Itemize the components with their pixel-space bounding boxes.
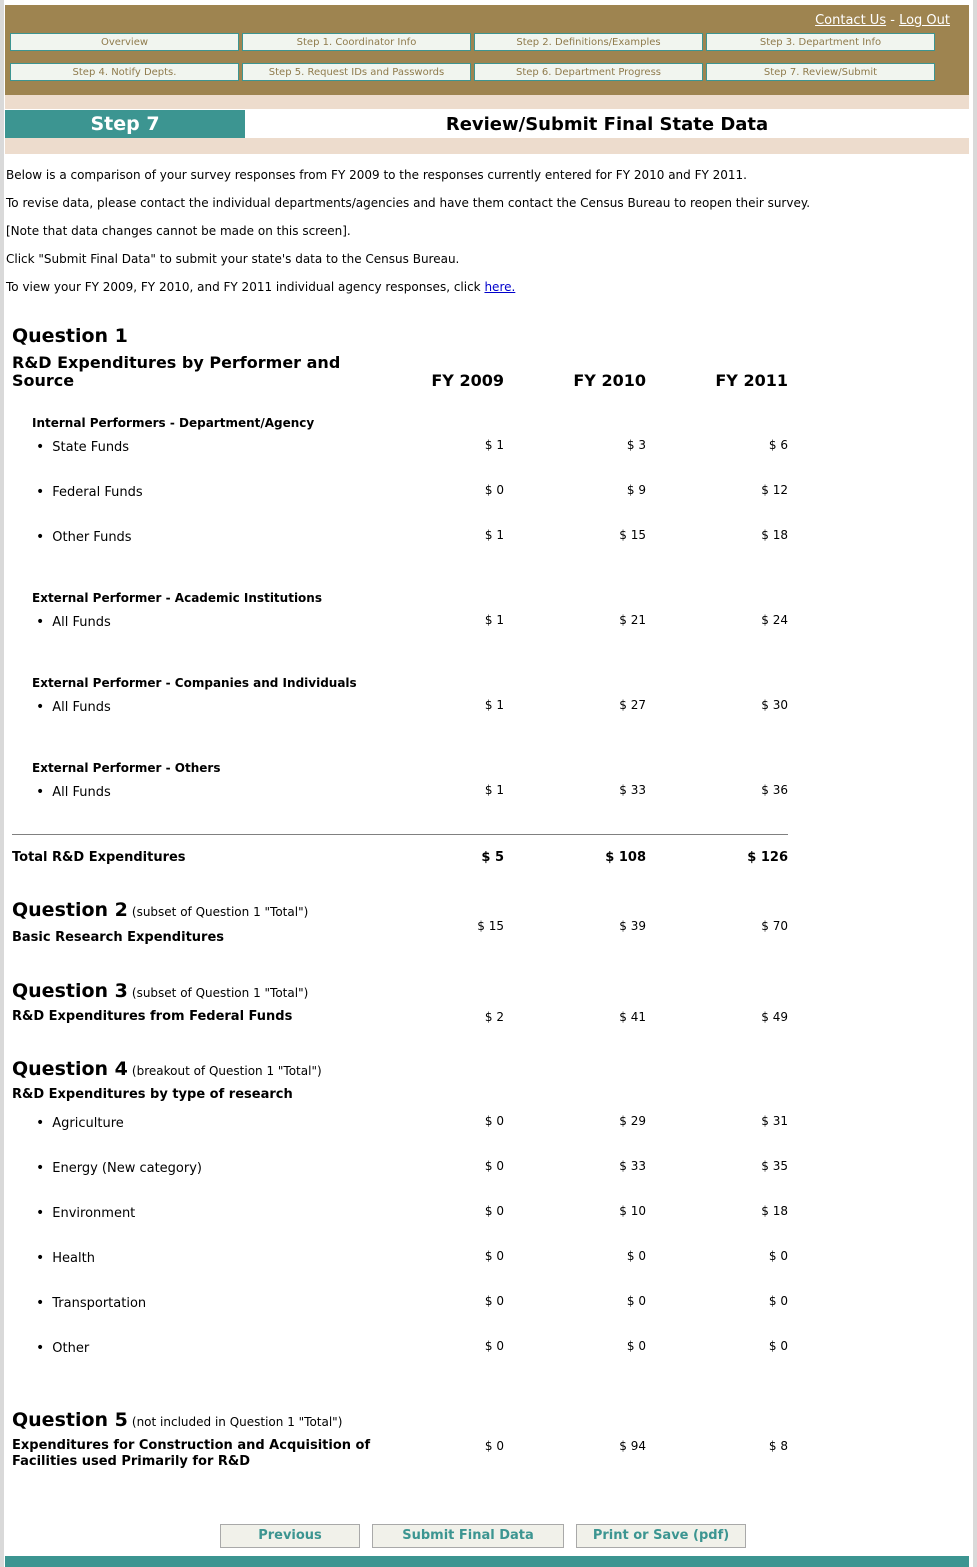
total-value: $ 126 <box>747 850 788 865</box>
value-cell: $ 1 <box>484 438 504 452</box>
list-item <box>36 439 129 455</box>
value-cell: $ 36 <box>761 783 788 797</box>
bullet-icon: • <box>36 484 45 500</box>
right-border <box>973 0 977 1567</box>
total-label: Total R&D Expenditures <box>12 850 186 865</box>
row-label: All Funds <box>52 615 111 630</box>
list-item <box>36 1250 95 1266</box>
value-cell: $ 0 <box>484 1249 504 1263</box>
bullet-icon: • <box>36 614 45 630</box>
list-item <box>36 1340 89 1356</box>
intro-line-1: Below is a comparison of your survey responses from FY 2009 to the responses currently entered for FY 2010 and FY 2011. <box>6 168 747 182</box>
group-internal-title: Internal Performers - Department/Agency <box>32 416 315 430</box>
value-cell: $ 30 <box>761 698 788 712</box>
question-5-note: (not included in Question 1 "Total") <box>131 1415 343 1429</box>
bullet-icon: • <box>36 1340 45 1356</box>
value-cell: $ 0 <box>768 1249 788 1263</box>
bullet-icon: • <box>36 1250 45 1266</box>
intro-line-3: [Note that data changes cannot be made on this screen]. <box>6 224 351 238</box>
value-cell: $ 0 <box>484 1294 504 1308</box>
value-cell: $ 15 <box>477 919 504 933</box>
value-cell: $ 0 <box>484 483 504 497</box>
left-border <box>0 0 4 1567</box>
row-label: Agriculture <box>52 1116 124 1131</box>
list-item <box>36 699 111 715</box>
row-label: All Funds <box>52 785 111 800</box>
list-item <box>36 1160 202 1176</box>
group-academic-title: External Performer - Academic Institutions <box>32 591 322 605</box>
value-cell: $ 8 <box>768 1439 788 1453</box>
step-label: Step 7 <box>5 110 245 138</box>
previous-button[interactable]: Previous <box>220 1524 360 1548</box>
bullet-icon: • <box>36 1295 45 1311</box>
agency-responses-link[interactable]: here. <box>484 280 516 294</box>
value-cell: $ 12 <box>761 483 788 497</box>
value-cell: $ 6 <box>768 438 788 452</box>
group-companies-title: External Performer - Companies and Individuals <box>32 676 357 690</box>
value-cell: $ 1 <box>484 613 504 627</box>
question-4-note: (breakout of Question 1 "Total") <box>131 1064 322 1078</box>
list-item <box>36 484 143 500</box>
question-5-heading <box>12 1409 342 1431</box>
fy-2011-header: FY 2011 <box>715 371 788 390</box>
value-cell: $ 0 <box>484 1159 504 1173</box>
value-cell: $ 0 <box>768 1339 788 1353</box>
row-label: Energy (New category) <box>52 1161 202 1176</box>
nav-step-4[interactable]: Step 4. Notify Depts. <box>10 63 239 81</box>
row-label: Other Funds <box>52 530 132 545</box>
bullet-icon: • <box>36 529 45 545</box>
question-3-heading <box>12 980 308 1002</box>
intro-line-2: To revise data, please contact the individual departments/agencies and have them contact the Census Bureau to reopen their survey. <box>6 196 811 210</box>
value-cell: $ 0 <box>768 1294 788 1308</box>
nav-overview[interactable]: Overview <box>10 33 239 51</box>
value-cell: $ 15 <box>619 528 646 542</box>
value-cell: $ 2 <box>484 1010 504 1024</box>
value-cell: $ 35 <box>761 1159 788 1173</box>
value-cell: $ 1 <box>484 783 504 797</box>
value-cell: $ 10 <box>619 1204 646 1218</box>
value-cell: $ 0 <box>484 1439 504 1453</box>
header-bar <box>5 5 969 95</box>
value-cell: $ 9 <box>626 483 646 497</box>
question-2-heading <box>12 899 308 921</box>
question-3-label: R&D Expenditures from Federal Funds <box>12 1009 293 1024</box>
value-cell: $ 41 <box>619 1010 646 1024</box>
list-item <box>36 1295 146 1311</box>
value-cell: $ 18 <box>761 528 788 542</box>
question-2-title: Question 2 <box>12 899 128 921</box>
row-label: State Funds <box>52 440 130 455</box>
list-item <box>36 529 132 545</box>
step-band <box>5 138 969 154</box>
contact-us-link[interactable]: Contact Us <box>815 13 887 28</box>
bullet-icon: • <box>36 1205 45 1221</box>
question-4-label: R&D Expenditures by type of research <box>12 1087 293 1102</box>
value-cell: $ 21 <box>619 613 646 627</box>
value-cell: $ 31 <box>761 1114 788 1128</box>
list-item <box>36 614 111 630</box>
value-cell: $ 33 <box>619 1159 646 1173</box>
total-divider <box>12 834 788 835</box>
top-links <box>815 13 950 28</box>
fy-2009-header: FY 2009 <box>431 371 504 390</box>
list-item <box>36 1115 124 1131</box>
value-cell: $ 27 <box>619 698 646 712</box>
bullet-icon: • <box>36 1160 45 1176</box>
nav-step-1[interactable]: Step 1. Coordinator Info <box>242 33 471 51</box>
value-cell: $ 1 <box>484 528 504 542</box>
question-5-title: Question 5 <box>12 1409 128 1431</box>
row-label: Health <box>52 1251 95 1266</box>
value-cell: $ 70 <box>761 919 788 933</box>
submit-final-data-button[interactable]: Submit Final Data <box>372 1524 564 1548</box>
print-save-pdf-button[interactable]: Print or Save (pdf) <box>576 1524 746 1548</box>
nav-step-5[interactable]: Step 5. Request IDs and Passwords <box>242 63 471 81</box>
question-4-heading <box>12 1058 322 1080</box>
bullet-icon: • <box>36 699 45 715</box>
value-cell: $ 0 <box>484 1339 504 1353</box>
log-out-link[interactable]: Log Out <box>899 13 950 28</box>
list-item <box>36 1205 135 1221</box>
fy-2010-header: FY 2010 <box>573 371 646 390</box>
nav-step-7[interactable]: Step 7. Review/Submit <box>706 63 935 81</box>
nav-step-2[interactable]: Step 2. Definitions/Examples <box>474 33 703 51</box>
value-cell: $ 94 <box>619 1439 646 1453</box>
value-cell: $ 24 <box>761 613 788 627</box>
link-separator: - <box>890 13 895 28</box>
question-1-heading: Question 1 <box>12 325 128 347</box>
value-cell: $ 0 <box>626 1339 646 1353</box>
header-band <box>5 95 969 109</box>
bullet-icon: • <box>36 784 45 800</box>
intro-line-4: Click "Submit Final Data" to submit your state's data to the Census Bureau. <box>6 252 460 266</box>
value-cell: $ 0 <box>484 1114 504 1128</box>
nav-step-3[interactable]: Step 3. Department Info <box>706 33 935 51</box>
value-cell: $ 39 <box>619 919 646 933</box>
row-label: Transportation <box>52 1296 147 1311</box>
question-1-subtitle: R&D Expenditures by Performer and Source <box>12 353 341 390</box>
value-cell: $ 0 <box>626 1249 646 1263</box>
total-value: $ 5 <box>481 850 504 865</box>
value-cell: $ 1 <box>484 698 504 712</box>
step-bar <box>5 109 969 138</box>
bullet-icon: • <box>36 439 45 455</box>
value-cell: $ 33 <box>619 783 646 797</box>
value-cell: $ 0 <box>626 1294 646 1308</box>
page-title: Review/Submit Final State Data <box>445 114 769 135</box>
footer-bar <box>5 1556 969 1567</box>
question-2-note: (subset of Question 1 "Total") <box>131 905 309 919</box>
value-cell: $ 0 <box>484 1204 504 1218</box>
value-cell: $ 29 <box>619 1114 646 1128</box>
bullet-icon: • <box>36 1115 45 1131</box>
nav-step-6[interactable]: Step 6. Department Progress <box>474 63 703 81</box>
row-label: Environment <box>52 1206 136 1221</box>
value-cell: $ 49 <box>761 1010 788 1024</box>
question-5-label: Expenditures for Construction and Acquisition of Facilities used Primarily for R&D <box>12 1438 371 1469</box>
question-2-label: Basic Research Expenditures <box>12 930 224 945</box>
total-value: $ 108 <box>605 850 646 865</box>
group-others-title: External Performer - Others <box>32 761 221 775</box>
row-label: Other <box>52 1341 90 1356</box>
value-cell: $ 3 <box>626 438 646 452</box>
question-4-title: Question 4 <box>12 1058 128 1080</box>
value-cell: $ 18 <box>761 1204 788 1218</box>
question-3-note: (subset of Question 1 "Total") <box>131 986 309 1000</box>
row-label: All Funds <box>52 700 111 715</box>
list-item <box>36 784 111 800</box>
intro-line-5-text: To view your FY 2009, FY 2010, and FY 2011 individual agency responses, click <box>6 280 485 294</box>
intro-line-5 <box>6 280 515 294</box>
row-label: Federal Funds <box>52 485 143 500</box>
question-3-title: Question 3 <box>12 980 128 1002</box>
